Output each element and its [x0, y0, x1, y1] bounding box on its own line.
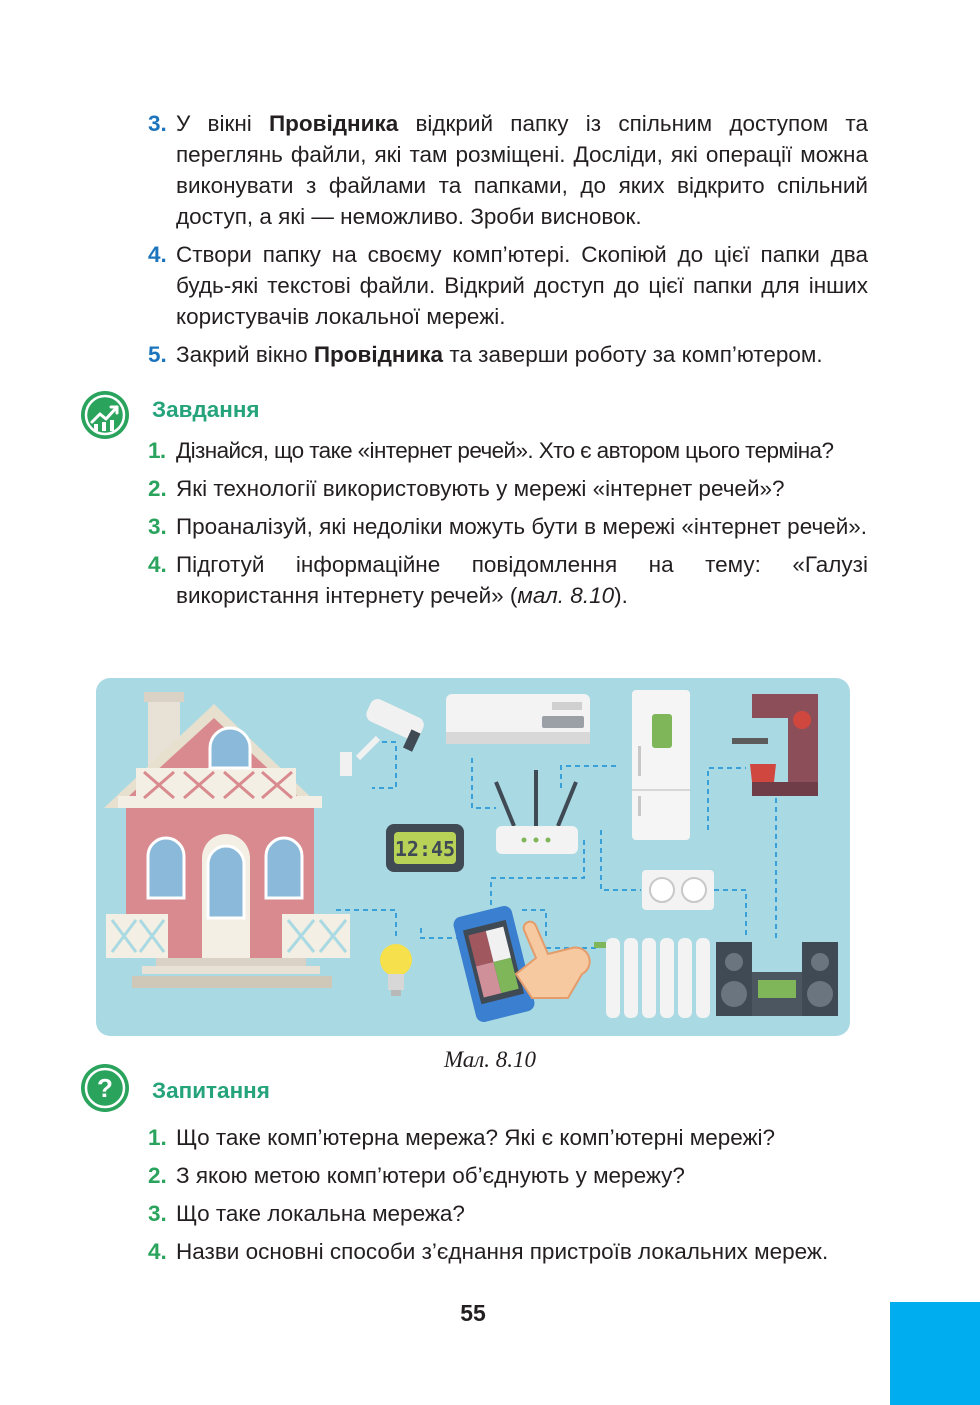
wifi-router-icon — [496, 770, 578, 854]
bold-term: Провідника — [313, 342, 444, 367]
corner-tab — [890, 1302, 980, 1405]
question-number: 1. — [148, 1125, 167, 1150]
question-icon — [80, 1063, 130, 1113]
stereo-system-icon — [716, 942, 838, 1016]
step-number: 3. — [148, 111, 167, 136]
question-item: 2. З якою метою комп’ютери об’єднують у мережу? — [148, 1160, 868, 1191]
chart-growth-icon — [80, 390, 130, 440]
task-item: 2. Які технології використовують у мережі «інтернет речей»? — [148, 473, 868, 504]
step-item: 4. Створи папку на своєму комп’ютері. Скопіюй до цієї папки два будь-які текстові файли. Відкрий доступ до цієї папки для інших користувачів локальної мережі. — [148, 239, 868, 332]
step-number: 5. — [148, 342, 167, 367]
step-item: 3. У вікні Провідника відкрий папку із спільним доступом та переглянь файли, які там розміщені. Досліди, які операції можна виконувати з файлами та папками, до яких відкрито спільний доступ, а які — неможливо. Зроби висновок. — [148, 108, 868, 232]
section-title-tasks: Завдання — [152, 397, 260, 422]
clock-time: 12:45 — [394, 837, 456, 861]
power-outlet-icon — [642, 870, 714, 910]
question-number: 3. — [148, 1201, 167, 1226]
task-number: 4. — [148, 552, 167, 577]
step-number: 4. — [148, 242, 167, 267]
question-item: 1. Що таке комп’ютерна мережа? Які є комп’ютерні мережі? — [148, 1122, 868, 1153]
question-item: 3. Що таке локальна мережа? — [148, 1198, 868, 1229]
house-icon — [104, 692, 350, 988]
task-number: 2. — [148, 476, 167, 501]
question-number: 2. — [148, 1163, 167, 1188]
tasks-list — [148, 435, 868, 611]
svg-text:?: ? — [97, 1073, 113, 1103]
coffee-machine-icon — [732, 694, 818, 796]
refrigerator-icon — [632, 690, 690, 840]
digital-clock-icon — [386, 824, 464, 872]
section-title-questions: Запитання — [152, 1078, 270, 1103]
radiator-icon — [594, 938, 710, 1018]
air-conditioner-icon — [446, 694, 590, 744]
step-item: 5. Закрий вікно Провідника та заверши роботу за комп’ютером. — [148, 339, 868, 370]
questions-list — [148, 1122, 868, 1267]
question-item: 4. Назви основні способи з’єднання пристроїв локальних мереж. — [148, 1236, 868, 1267]
iot-scene — [96, 678, 850, 1036]
task-number: 3. — [148, 514, 167, 539]
iot-illustration — [96, 678, 850, 1036]
task-item: 1. Дізнайся, що таке «інтернет речей». Хто є автором цього терміна? — [148, 435, 868, 466]
task-item: 3. Проаналізуй, які недоліки можуть бути в мережі «інтернет речей». — [148, 511, 868, 542]
steps-list — [148, 108, 868, 370]
smartphone-icon — [452, 904, 536, 1023]
task-number: 1. — [148, 438, 166, 463]
figure-caption: Мал. 8.10 — [443, 1047, 537, 1072]
page-number: 55 — [460, 1300, 486, 1326]
security-camera-icon — [340, 696, 426, 776]
task-item: 4. Підготуй інформаційне повідомлення на тему: «Галузі використання інтернету речей» (мал. 8.10). — [148, 549, 868, 611]
pointing-hand-icon — [516, 922, 590, 998]
bold-term: Провідника — [269, 111, 399, 136]
question-number: 4. — [148, 1239, 167, 1264]
figure-reference: мал. 8.10 — [517, 583, 615, 608]
light-bulb-icon — [380, 944, 412, 996]
